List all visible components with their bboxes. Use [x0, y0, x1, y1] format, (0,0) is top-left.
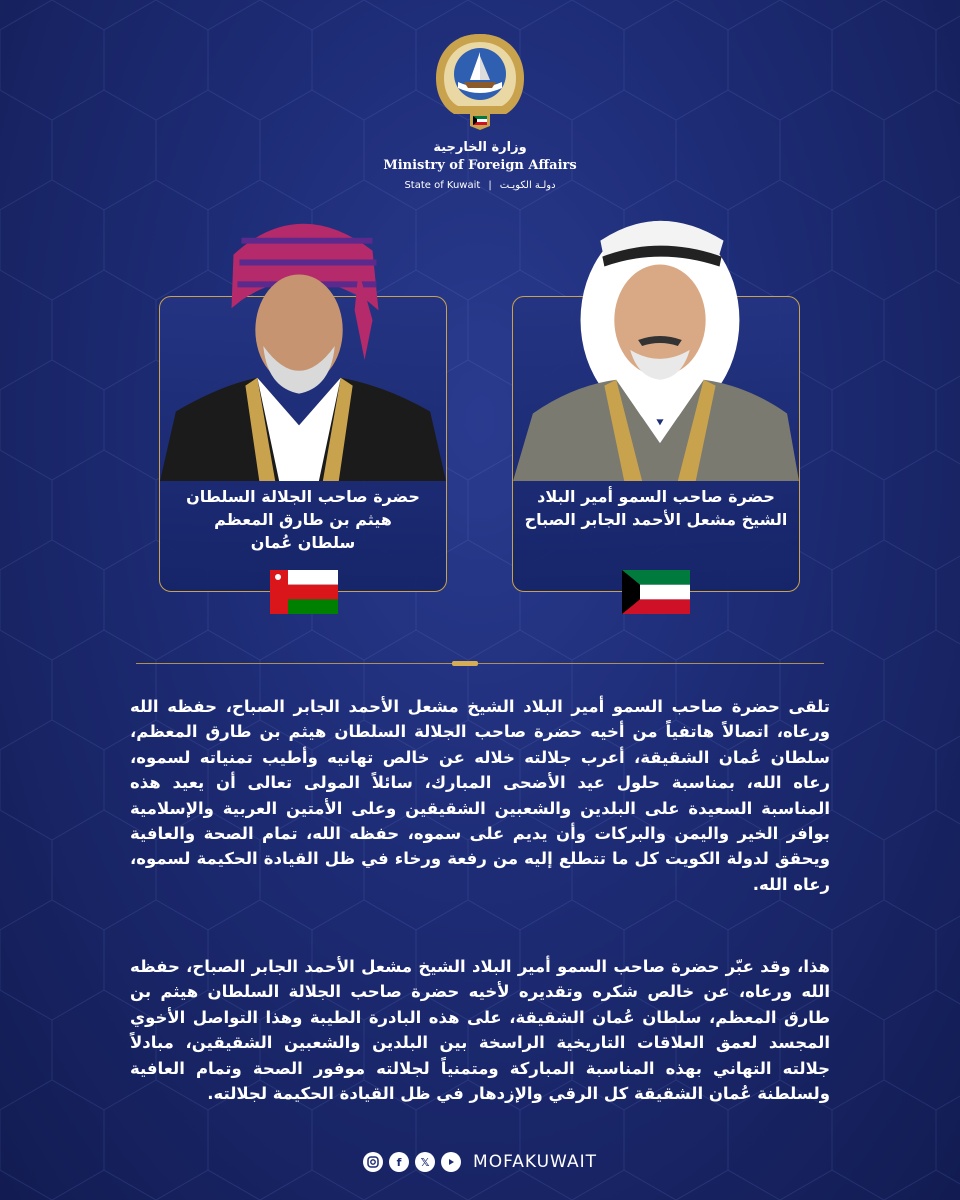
card-emir-of-kuwait [512, 296, 800, 592]
sultan-country: سلطان عُمان [250, 533, 356, 552]
emir-name: الشيخ مشعل الأحمد الجابر الصباح [524, 510, 788, 529]
sultan-name: هيثم بن طارق المعظم [214, 510, 392, 529]
youtube-icon[interactable] [441, 1152, 461, 1172]
ministry-name-english: Ministry of Foreign Affairs [383, 158, 577, 173]
state-english: State of Kuwait [404, 180, 481, 191]
portrait-sultan-of-oman [160, 201, 446, 481]
instagram-icon[interactable] [363, 1152, 383, 1172]
card-emir-caption [521, 485, 791, 531]
gold-divider-line [136, 663, 824, 664]
state-arabic: دولـة الكويـت [499, 180, 556, 191]
ministry-name-arabic: وزارة الخارجية [433, 140, 527, 155]
news-paragraph-1: تلقى حضرة صاحب السمو أمير البلاد الشيخ مشعل الأحمد الجابر الصباح، حفظه الله ورعاه، اتصالاً هاتفياً من أخيه حضرة صاحب الجلالة السلطان هيثم بن طارق المعظم، سلطان عُمان الشقيقة، أعرب جلالته خلاله عن خالص تهانيه وأطيب تمنياته لسموه، رعاه الله، بمناسبة حلول عيد الأضحى المبارك، سائلاً المولى تعالى أن يعيد هذه المناسبة السعيدة على البلدين والشعبين الشقيقين وعلى الأمتين العربية والإسلامية بوافر الخير واليمن والبركات وأن يديم على سموه، حفظه الله، تمام الصحة والعافية ويحقق لدولة الكويت كل ما تتطلع إليه من رفعة ورخاء في ظل القيادة الحكيمة لسموه، رعاه الله. [130, 697, 830, 894]
news-paragraph-2: هذا، وقد عبّر حضرة صاحب السمو أمير البلاد الشيخ مشعل الأحمد الجابر الصباح، حفظه الله ورعاه، عن خالص شكره وتقديره لأخيه حضرة صاحب الجلالة السلطان هيثم بن طارق المعظم، سلطان عُمان الشقيقة، على هذه البادرة الطيبة وهذا التواصل الأخوي المجسد لعمق العلاقات التاريخية الراسخة بين البلدين والشعبين الشقيقين، مبادلاً جلالته التهاني بهذه المناسبة المباركة ومتمنياً لجلالته موفور الصحة وتمام العافية ولسلطنة عُمان الشقيقة كل الرقي والإزدهار في ظل القيادة الحكيمة لجلالته. [130, 957, 830, 1104]
card-sultan-of-oman [159, 296, 447, 592]
kuwait-emblem-logo [430, 30, 530, 130]
emir-title: حضرة صاحب السمو أمير البلاد [537, 487, 775, 506]
state-separator: | [488, 180, 492, 191]
social-footer [0, 1152, 960, 1172]
oman-flag-icon [270, 570, 338, 614]
portrait-emir-of-kuwait [513, 201, 799, 481]
x-icon[interactable]: 𝕏 [415, 1152, 435, 1172]
social-handle[interactable]: MOFAKUWAIT [473, 1152, 597, 1172]
card-sultan-caption [168, 485, 438, 554]
sultan-title: حضرة صاحب الجلالة السلطان [186, 487, 420, 506]
state-line [0, 180, 960, 191]
divider-accent [452, 661, 478, 666]
kuwait-flag-icon [622, 570, 690, 614]
facebook-icon[interactable]: f [389, 1152, 409, 1172]
